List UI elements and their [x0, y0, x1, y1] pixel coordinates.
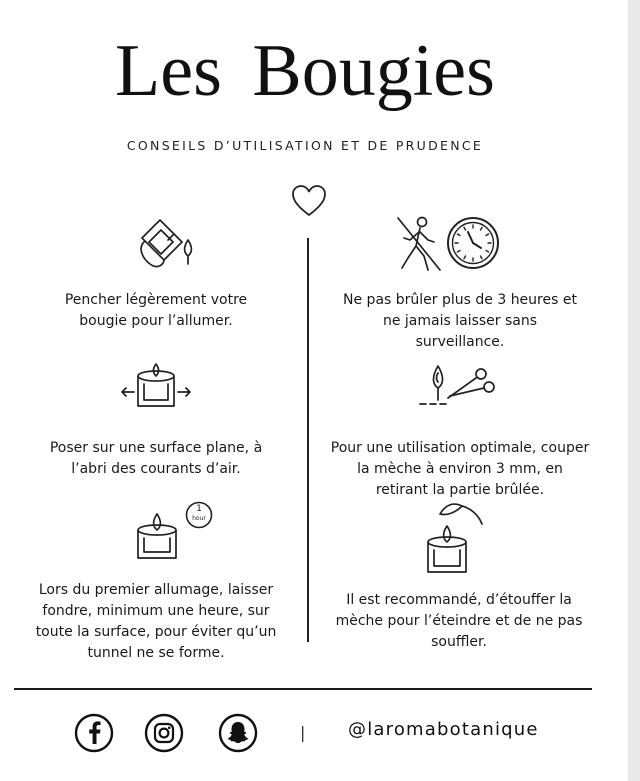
badge-unit: hour [192, 515, 206, 522]
wick-trimmer-icon [418, 360, 498, 410]
footer-divider [14, 688, 592, 690]
clock-icon [446, 216, 500, 270]
instagram-icon[interactable] [144, 713, 184, 753]
facebook-icon[interactable] [74, 713, 114, 753]
no-walking-icon [394, 214, 444, 274]
page-subtitle: CONSEILS D’UTILISATION ET DE PRUDENCE [126, 138, 484, 153]
tilted-candle-icon [130, 212, 206, 272]
tip-right-1: Ne pas brûler plus de 3 heures et ne jamais laisser sans surveillance. [343, 292, 577, 350]
tip-right-3: Il est recommandé, d’étouffer la mèche pour l’éteindre et de ne pas souffler. [335, 592, 583, 650]
candle-flat-surface-icon [120, 362, 192, 412]
page-title: Les Bougies [115, 30, 495, 112]
center-divider [307, 238, 309, 642]
tip-left-2: Poser sur une surface plane, à l’abri des courants d’air. [49, 440, 263, 477]
tip-left-3: Lors du premier allumage, laisser fondre, minimum une heure, sur toute la surface, pour éviter qu’un tunnel ne se forme. [35, 582, 277, 661]
social-handle[interactable]: @laromabotanique [348, 719, 539, 740]
tip-left-1: Pencher légèrement votre bougie pour l’allumer. [64, 292, 248, 329]
page-edge-strip [628, 0, 640, 781]
tip-right-2: Pour une utilisation optimale, couper la mèche à environ 3 mm, en retirant la partie brûlée. [330, 440, 590, 498]
heart-icon [291, 184, 327, 218]
footer-separator: | [300, 723, 306, 742]
snuffing-candle-icon [420, 498, 492, 574]
melting-candle-icon [134, 510, 180, 562]
badge-number: 1 [196, 504, 202, 514]
snapchat-icon[interactable] [218, 713, 258, 753]
